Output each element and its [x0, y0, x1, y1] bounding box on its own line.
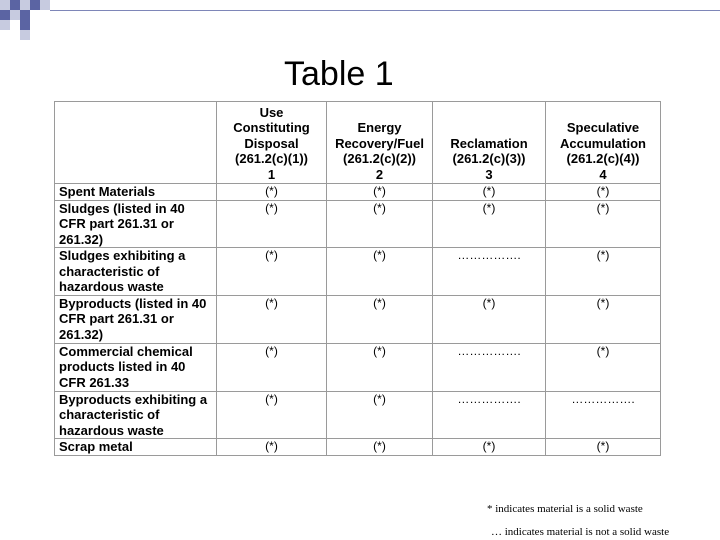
row-label: Byproducts exhibiting a characteristic of hazardous waste [55, 391, 217, 439]
table-cell: (*) [217, 248, 327, 296]
table-cell: (*) [217, 200, 327, 248]
column-header-line: (261.2(c)(4)) [566, 151, 640, 166]
column-header [546, 102, 661, 184]
decor-square [40, 0, 50, 10]
table-cell: (*) [217, 391, 327, 439]
column-header-line: Speculative [566, 120, 640, 135]
column-header-line: (261.2(c)(1)) [235, 151, 308, 166]
row-label: Byproducts (listed in 40 CFR part 261.31 or 261.32) [55, 295, 217, 343]
table-cell: (*) [327, 343, 433, 391]
column-header-line: Use [259, 104, 284, 120]
table-cell: (*) [217, 295, 327, 343]
column-header-line: (261.2(c)(2)) [343, 151, 416, 166]
decor-square [10, 0, 20, 10]
row-label: Sludges (listed in 40 CFR part 261.31 or 261.32) [55, 200, 217, 248]
row-label: Spent Materials [55, 184, 217, 201]
table-cell: (*) [546, 248, 661, 296]
table-body [55, 184, 661, 456]
column-header-line: Energy [357, 120, 402, 135]
column-header-line: 2 [375, 166, 384, 182]
row-label: Sludges exhibiting a characteristic of hazardous waste [55, 248, 217, 296]
table-cell: (*) [433, 439, 546, 456]
table-cell: (*) [546, 200, 661, 248]
table-cell: ……………. [433, 343, 546, 391]
table-cell: (*) [433, 295, 546, 343]
decor-square [30, 0, 40, 10]
column-header [433, 102, 546, 184]
column-header [327, 102, 433, 184]
header-corner-cell [55, 102, 217, 184]
row-label: Commercial chemical products listed in 40 CFR 261.33 [55, 343, 217, 391]
row-label: Scrap metal [55, 439, 217, 456]
table-row [55, 248, 661, 296]
footnote-solid-waste: * indicates material is a solid waste [487, 503, 643, 515]
column-header-line: Accumulation [560, 135, 646, 151]
table-cell: (*) [433, 200, 546, 248]
solid-waste-table [54, 101, 661, 456]
decor-square [0, 20, 10, 30]
table-cell: (*) [217, 184, 327, 201]
table-row [55, 343, 661, 391]
slide-title: Table 1 [284, 55, 394, 93]
table-cell: (*) [433, 184, 546, 201]
table-cell: (*) [327, 184, 433, 201]
column-header-line: Constituting [233, 120, 310, 135]
column-header-line: Recovery/Fuel [335, 135, 424, 151]
column-header [217, 102, 327, 184]
column-header-line: Reclamation [450, 135, 528, 151]
decor-square [0, 10, 10, 20]
footnote-not-solid-waste: … indicates material is not a solid waste [491, 526, 670, 538]
table-cell: (*) [546, 184, 661, 201]
decor-square [10, 10, 20, 20]
table-cell: ……………. [433, 248, 546, 296]
table-cell: (*) [217, 439, 327, 456]
table-cell: (*) [327, 391, 433, 439]
decor-square [20, 0, 30, 10]
decor-square [20, 10, 30, 20]
column-header-line: 3 [485, 166, 493, 182]
table-cell: (*) [217, 343, 327, 391]
table-cell: (*) [327, 295, 433, 343]
column-header-line: 1 [267, 166, 276, 182]
table-row [55, 295, 661, 343]
table-cell: ……………. [433, 391, 546, 439]
table-cell: (*) [546, 343, 661, 391]
decor-square [20, 30, 30, 40]
column-header-line: (261.2(c)(3)) [452, 151, 526, 166]
table-cell: (*) [327, 200, 433, 248]
table-row [55, 200, 661, 248]
table-row [55, 184, 661, 201]
table-cell: (*) [327, 439, 433, 456]
column-header-line: Disposal [244, 135, 299, 151]
decor-square [20, 20, 30, 30]
table-cell: (*) [546, 295, 661, 343]
table-cell: ……………. [546, 391, 661, 439]
table-header-row [55, 102, 661, 184]
table-cell: (*) [546, 439, 661, 456]
table-row [55, 439, 661, 456]
table-row [55, 391, 661, 439]
title-rule [50, 10, 720, 11]
decor-square [0, 0, 10, 10]
table-cell: (*) [327, 248, 433, 296]
column-header-line: 4 [599, 166, 607, 182]
